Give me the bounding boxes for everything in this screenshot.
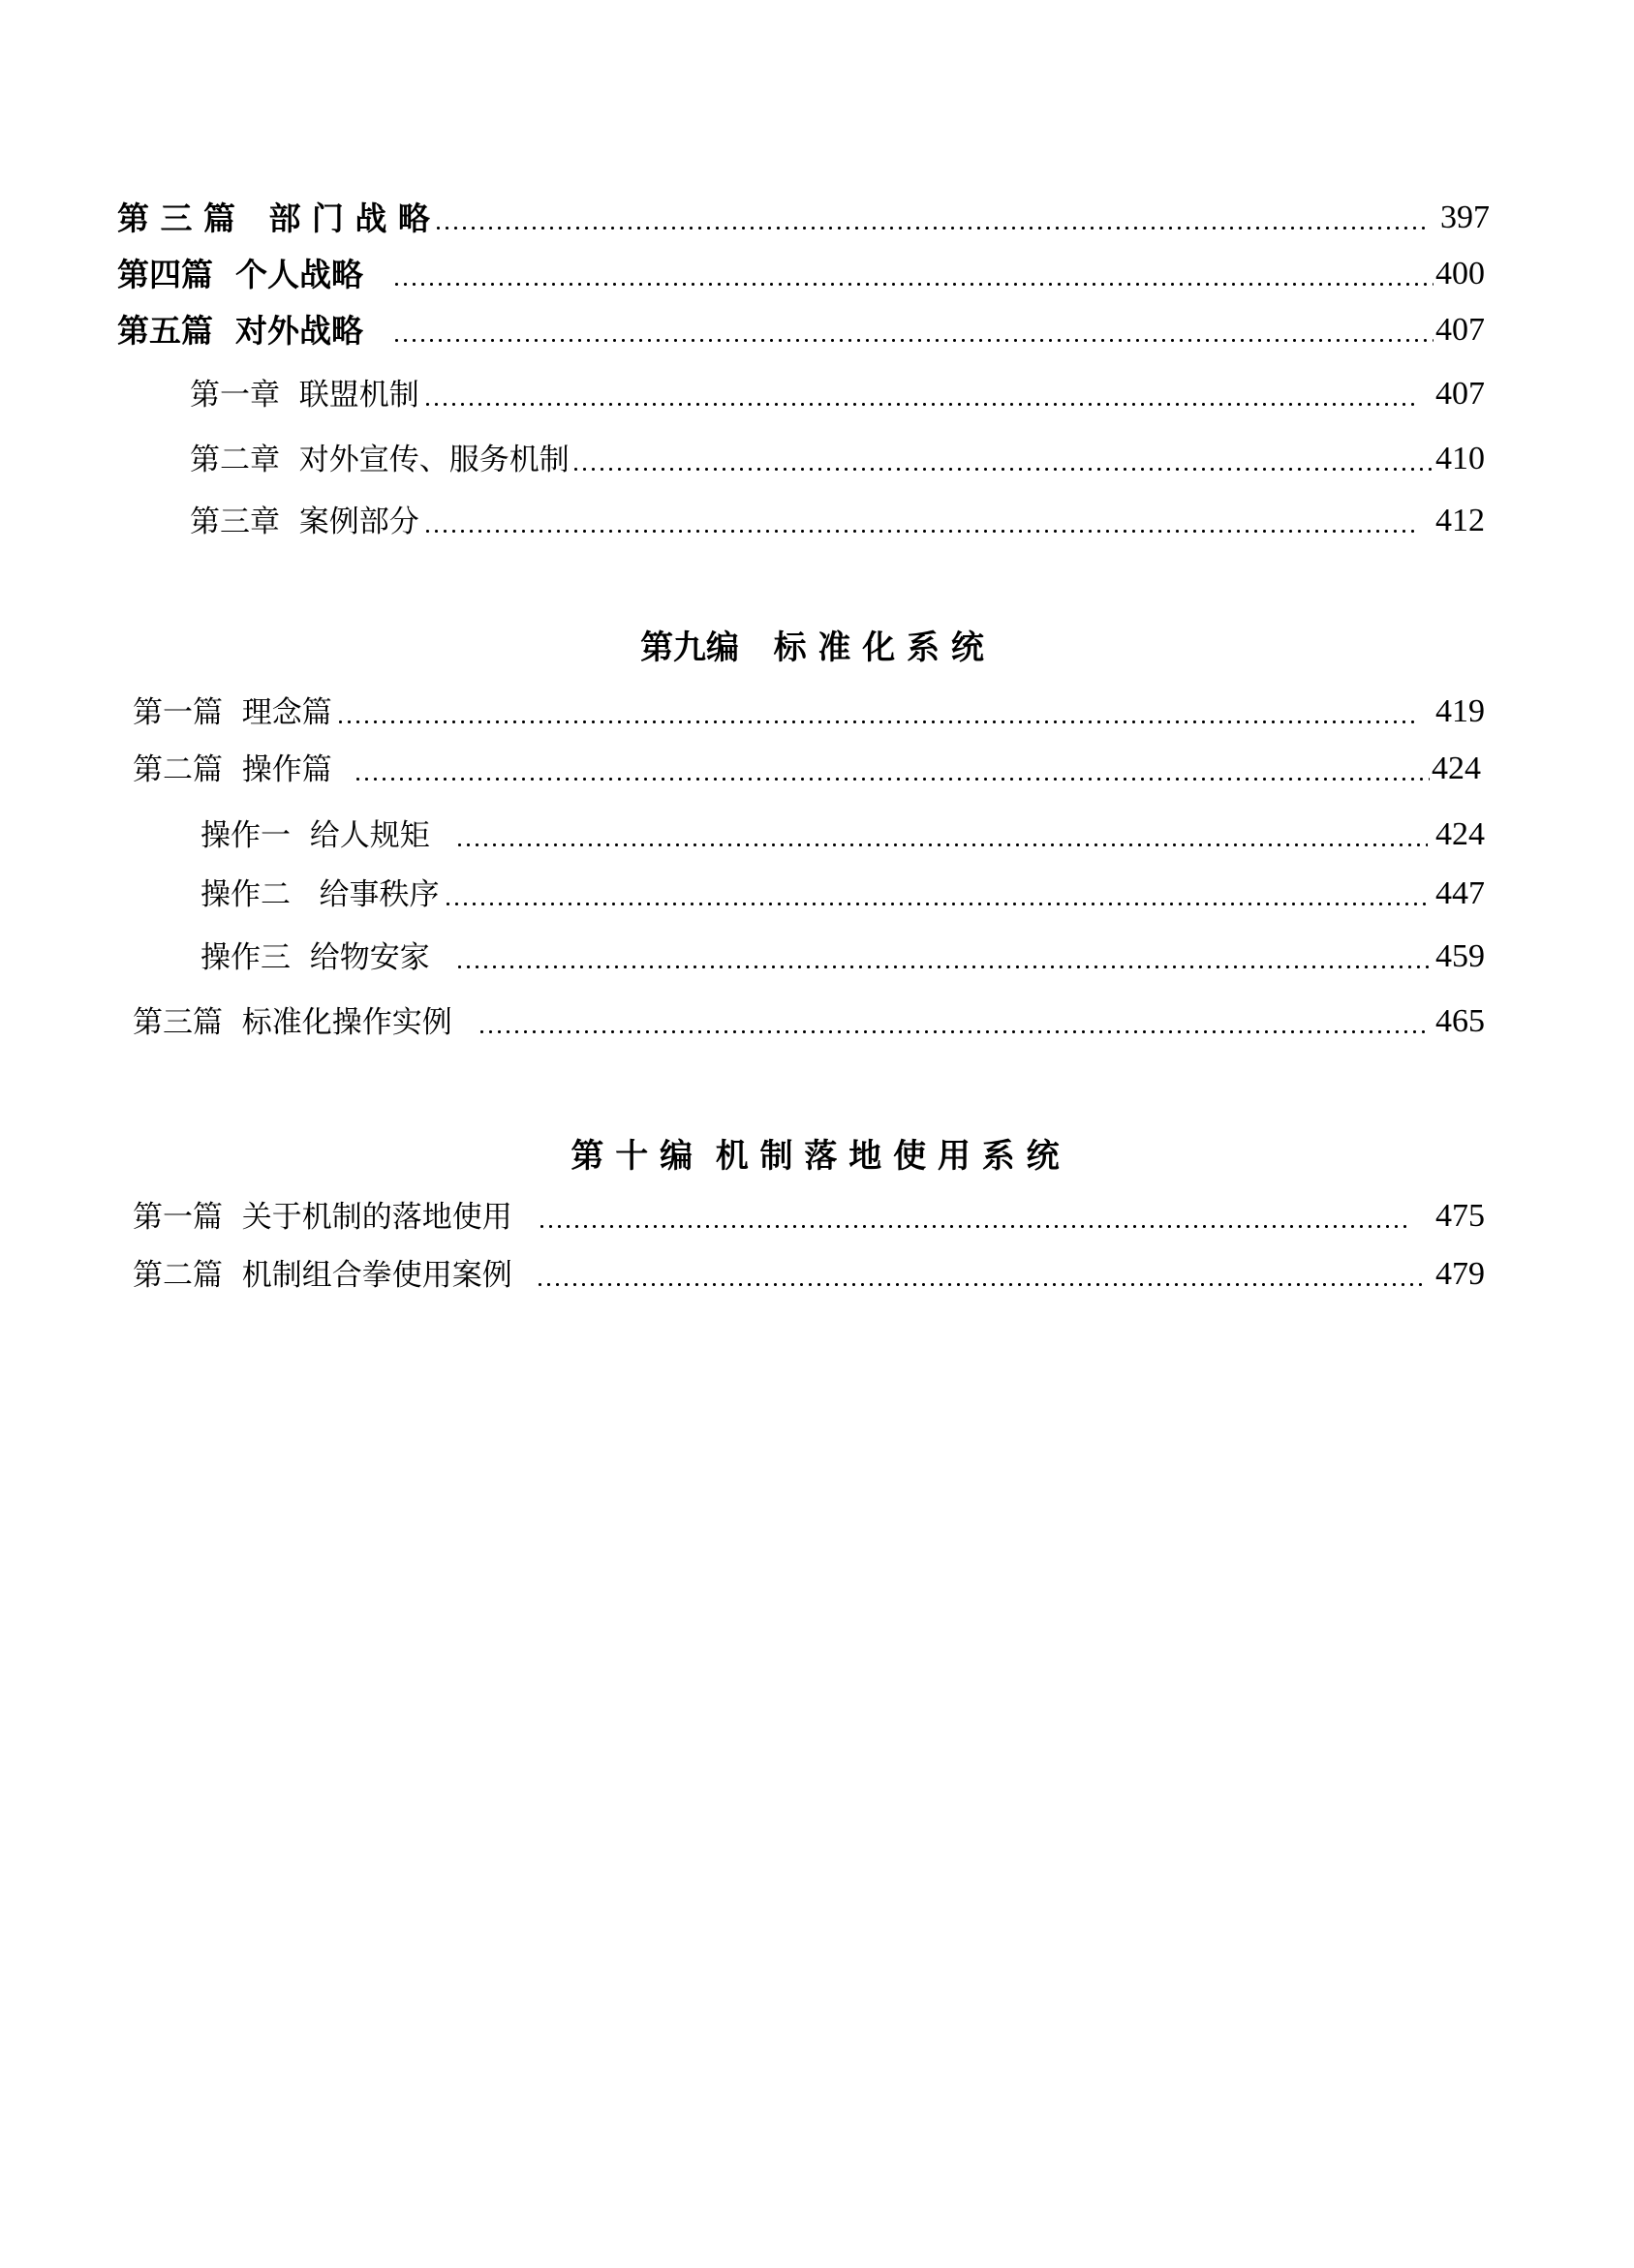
dot-leader xyxy=(423,403,1420,406)
toc-entry[interactable] xyxy=(190,437,1485,475)
toc-entry[interactable] xyxy=(200,935,1485,973)
toc-entry-label: 操作一 给人规矩 xyxy=(200,818,430,853)
toc-entry[interactable] xyxy=(117,196,1490,237)
toc-entry[interactable] xyxy=(117,308,1485,350)
toc-entry-page: 410 xyxy=(1435,441,1485,476)
toc-entry[interactable] xyxy=(190,372,1485,411)
toc-entry-page: 465 xyxy=(1435,1003,1485,1039)
dot-leader xyxy=(571,468,1435,471)
toc-entry[interactable] xyxy=(200,812,1485,851)
toc-entry-page: 397 xyxy=(1440,199,1490,235)
toc-entry[interactable] xyxy=(133,747,1481,785)
toc-entry[interactable] xyxy=(117,252,1485,291)
toc-entry-label: 第二章 对外宣传、服务机制 xyxy=(190,443,570,477)
dot-leader xyxy=(536,1283,1428,1286)
dot-leader xyxy=(434,227,1427,230)
toc-entry-page: 475 xyxy=(1435,1198,1485,1234)
toc-entry-page: 412 xyxy=(1435,503,1485,538)
toc-entry-label: 第三章 案例部分 xyxy=(190,505,419,539)
dot-leader xyxy=(455,965,1434,968)
toc-entry-label: 第 三 篇 部 门 战 略 xyxy=(117,199,430,237)
toc-entry-page: 459 xyxy=(1435,938,1485,974)
toc-entry-label: 第二篇 操作篇 xyxy=(133,752,332,787)
section-heading: 第 十 编 机 制 落 地 使 用 系 统 xyxy=(570,1137,1060,1176)
toc-entry-page: 407 xyxy=(1435,376,1485,412)
toc-entry-page: 400 xyxy=(1435,256,1485,291)
toc-entry-label: 操作二 给事秩序 xyxy=(200,877,440,912)
section-heading: 第九编 标 准 化 系 统 xyxy=(640,628,984,667)
toc-entry-label: 第四篇 个人战略 xyxy=(117,256,363,293)
toc-entry-label: 第一章 联盟机制 xyxy=(190,378,419,413)
toc-entry-page: 424 xyxy=(1432,751,1481,786)
toc-entry-page: 424 xyxy=(1435,816,1485,852)
dot-leader xyxy=(354,778,1430,781)
toc-entry[interactable] xyxy=(133,999,1485,1038)
toc-entry-label: 第三篇 标准化操作实例 xyxy=(133,1005,452,1040)
toc-entry[interactable] xyxy=(190,499,1485,537)
toc-entry[interactable] xyxy=(133,690,1485,728)
dot-leader xyxy=(423,530,1420,533)
toc-entry-page: 479 xyxy=(1435,1256,1485,1292)
dot-leader xyxy=(538,1225,1412,1228)
toc-entry-label: 第五篇 对外战略 xyxy=(117,312,363,350)
dot-leader xyxy=(336,720,1416,723)
toc-entry-page: 407 xyxy=(1435,312,1485,348)
dot-leader xyxy=(478,1030,1428,1033)
dot-leader xyxy=(455,843,1428,846)
toc-entry-label: 操作三 给物安家 xyxy=(200,940,430,975)
toc-entry-label: 第一篇 关于机制的落地使用 xyxy=(133,1200,512,1235)
toc-entry-label: 第二篇 机制组合拳使用案例 xyxy=(133,1258,512,1293)
dot-leader xyxy=(392,339,1434,342)
toc-entry[interactable] xyxy=(200,872,1485,910)
dot-leader xyxy=(444,903,1428,905)
dot-leader xyxy=(392,283,1434,286)
toc-entry-page: 447 xyxy=(1435,875,1485,911)
toc-entry-page: 419 xyxy=(1435,693,1485,729)
toc-entry[interactable] xyxy=(133,1194,1485,1233)
toc-entry[interactable] xyxy=(133,1252,1485,1291)
toc-entry-label: 第一篇 理念篇 xyxy=(133,695,332,730)
